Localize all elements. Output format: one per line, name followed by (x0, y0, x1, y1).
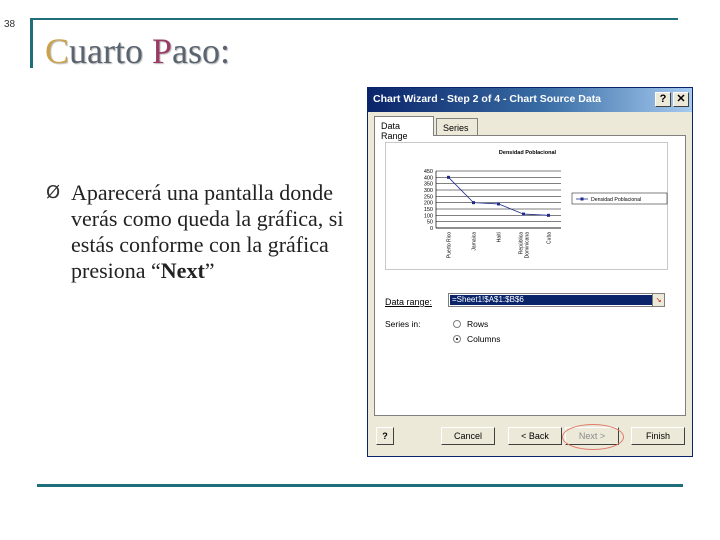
slide-number: 38 (4, 19, 16, 30)
title-rest-1: uarto (69, 31, 152, 71)
x-tick-label: República (518, 232, 525, 255)
y-tick-label: 200 (423, 200, 433, 207)
back-button[interactable]: < Back (508, 427, 562, 445)
radio-rows[interactable] (453, 320, 461, 328)
radio-columns[interactable] (453, 335, 461, 343)
titlebar-close-button[interactable]: ✕ (673, 92, 689, 107)
y-tick-label: 50 (426, 219, 433, 226)
dialog-title: Chart Wizard - Step 2 of 4 - Chart Source Data (373, 93, 602, 105)
legend-marker (581, 198, 584, 201)
bullet-next-emphasis: Next (160, 258, 205, 283)
tab-data-range[interactable]: Data Range (374, 116, 434, 136)
data-point (497, 202, 500, 205)
y-tick-label: 350 (423, 181, 433, 188)
y-tick-label: 400 (423, 175, 433, 182)
data-point (522, 213, 525, 216)
dialog-button-row (368, 424, 694, 448)
y-tick-label: 100 (423, 213, 433, 220)
x-tick-label: Cuba (546, 232, 553, 244)
finish-button[interactable]: Finish (631, 427, 685, 445)
titlebar-help-button[interactable]: ? (655, 92, 671, 107)
data-range-panel (374, 135, 686, 416)
chart-preview (385, 142, 668, 270)
data-range-input[interactable] (448, 293, 665, 307)
data-range-label: Data range: (385, 297, 433, 307)
y-tick-label: 300 (423, 188, 433, 194)
data-point (447, 176, 450, 179)
data-point (547, 214, 550, 217)
cancel-button[interactable]: Cancel (441, 427, 495, 445)
data-point (472, 201, 475, 204)
dialog-titlebar[interactable] (368, 88, 692, 112)
x-tick-label: Jamaica (471, 232, 478, 251)
tab-series[interactable]: Series (436, 118, 478, 136)
chart-wizard-dialog (367, 87, 693, 457)
bullet-text-end: ” (204, 258, 215, 283)
range-select-icon[interactable]: ↘ (652, 294, 664, 306)
bottom-rule (37, 484, 683, 487)
series-in-label: Series in: (385, 319, 421, 329)
frame-top-border (30, 18, 678, 20)
slide-title (45, 30, 230, 72)
title-rest-2: aso: (172, 31, 231, 71)
data-range-value: =Sheet1!$A$1:$B$6 (450, 295, 652, 305)
chart-title: Densidad Poblacional (498, 150, 557, 156)
next-button[interactable]: Next > (565, 427, 619, 445)
y-tick-label: 150 (423, 207, 433, 213)
help-button[interactable]: ? (376, 427, 394, 445)
frame-left-border (30, 18, 33, 68)
title-first-letter: C (45, 31, 70, 71)
y-tick-label: 450 (423, 169, 433, 175)
y-tick-label: 250 (423, 194, 433, 201)
x-tick-label: Puerto Rico (446, 232, 453, 259)
x-tick-label: Haití (496, 232, 503, 243)
bullet-text (71, 180, 346, 284)
bullet-item (46, 180, 346, 284)
radio-columns-label[interactable]: Columns (467, 334, 501, 344)
next-highlight-ellipse (562, 424, 624, 450)
legend-label: Densidad Poblacional (591, 197, 642, 203)
bullet-arrow-icon: Ø (46, 182, 61, 203)
title-second-letter: P (151, 31, 173, 71)
y-tick-label: 0 (429, 226, 433, 232)
bullet-text-main: Aparecerá una pantalla donde verás como queda la gráfica, si estás conforme con la gráfica presiona “ (71, 180, 344, 283)
chart-svg (386, 143, 669, 271)
radio-rows-label[interactable]: Rows (467, 319, 489, 329)
x-tick-label: Dominicana (524, 232, 531, 259)
